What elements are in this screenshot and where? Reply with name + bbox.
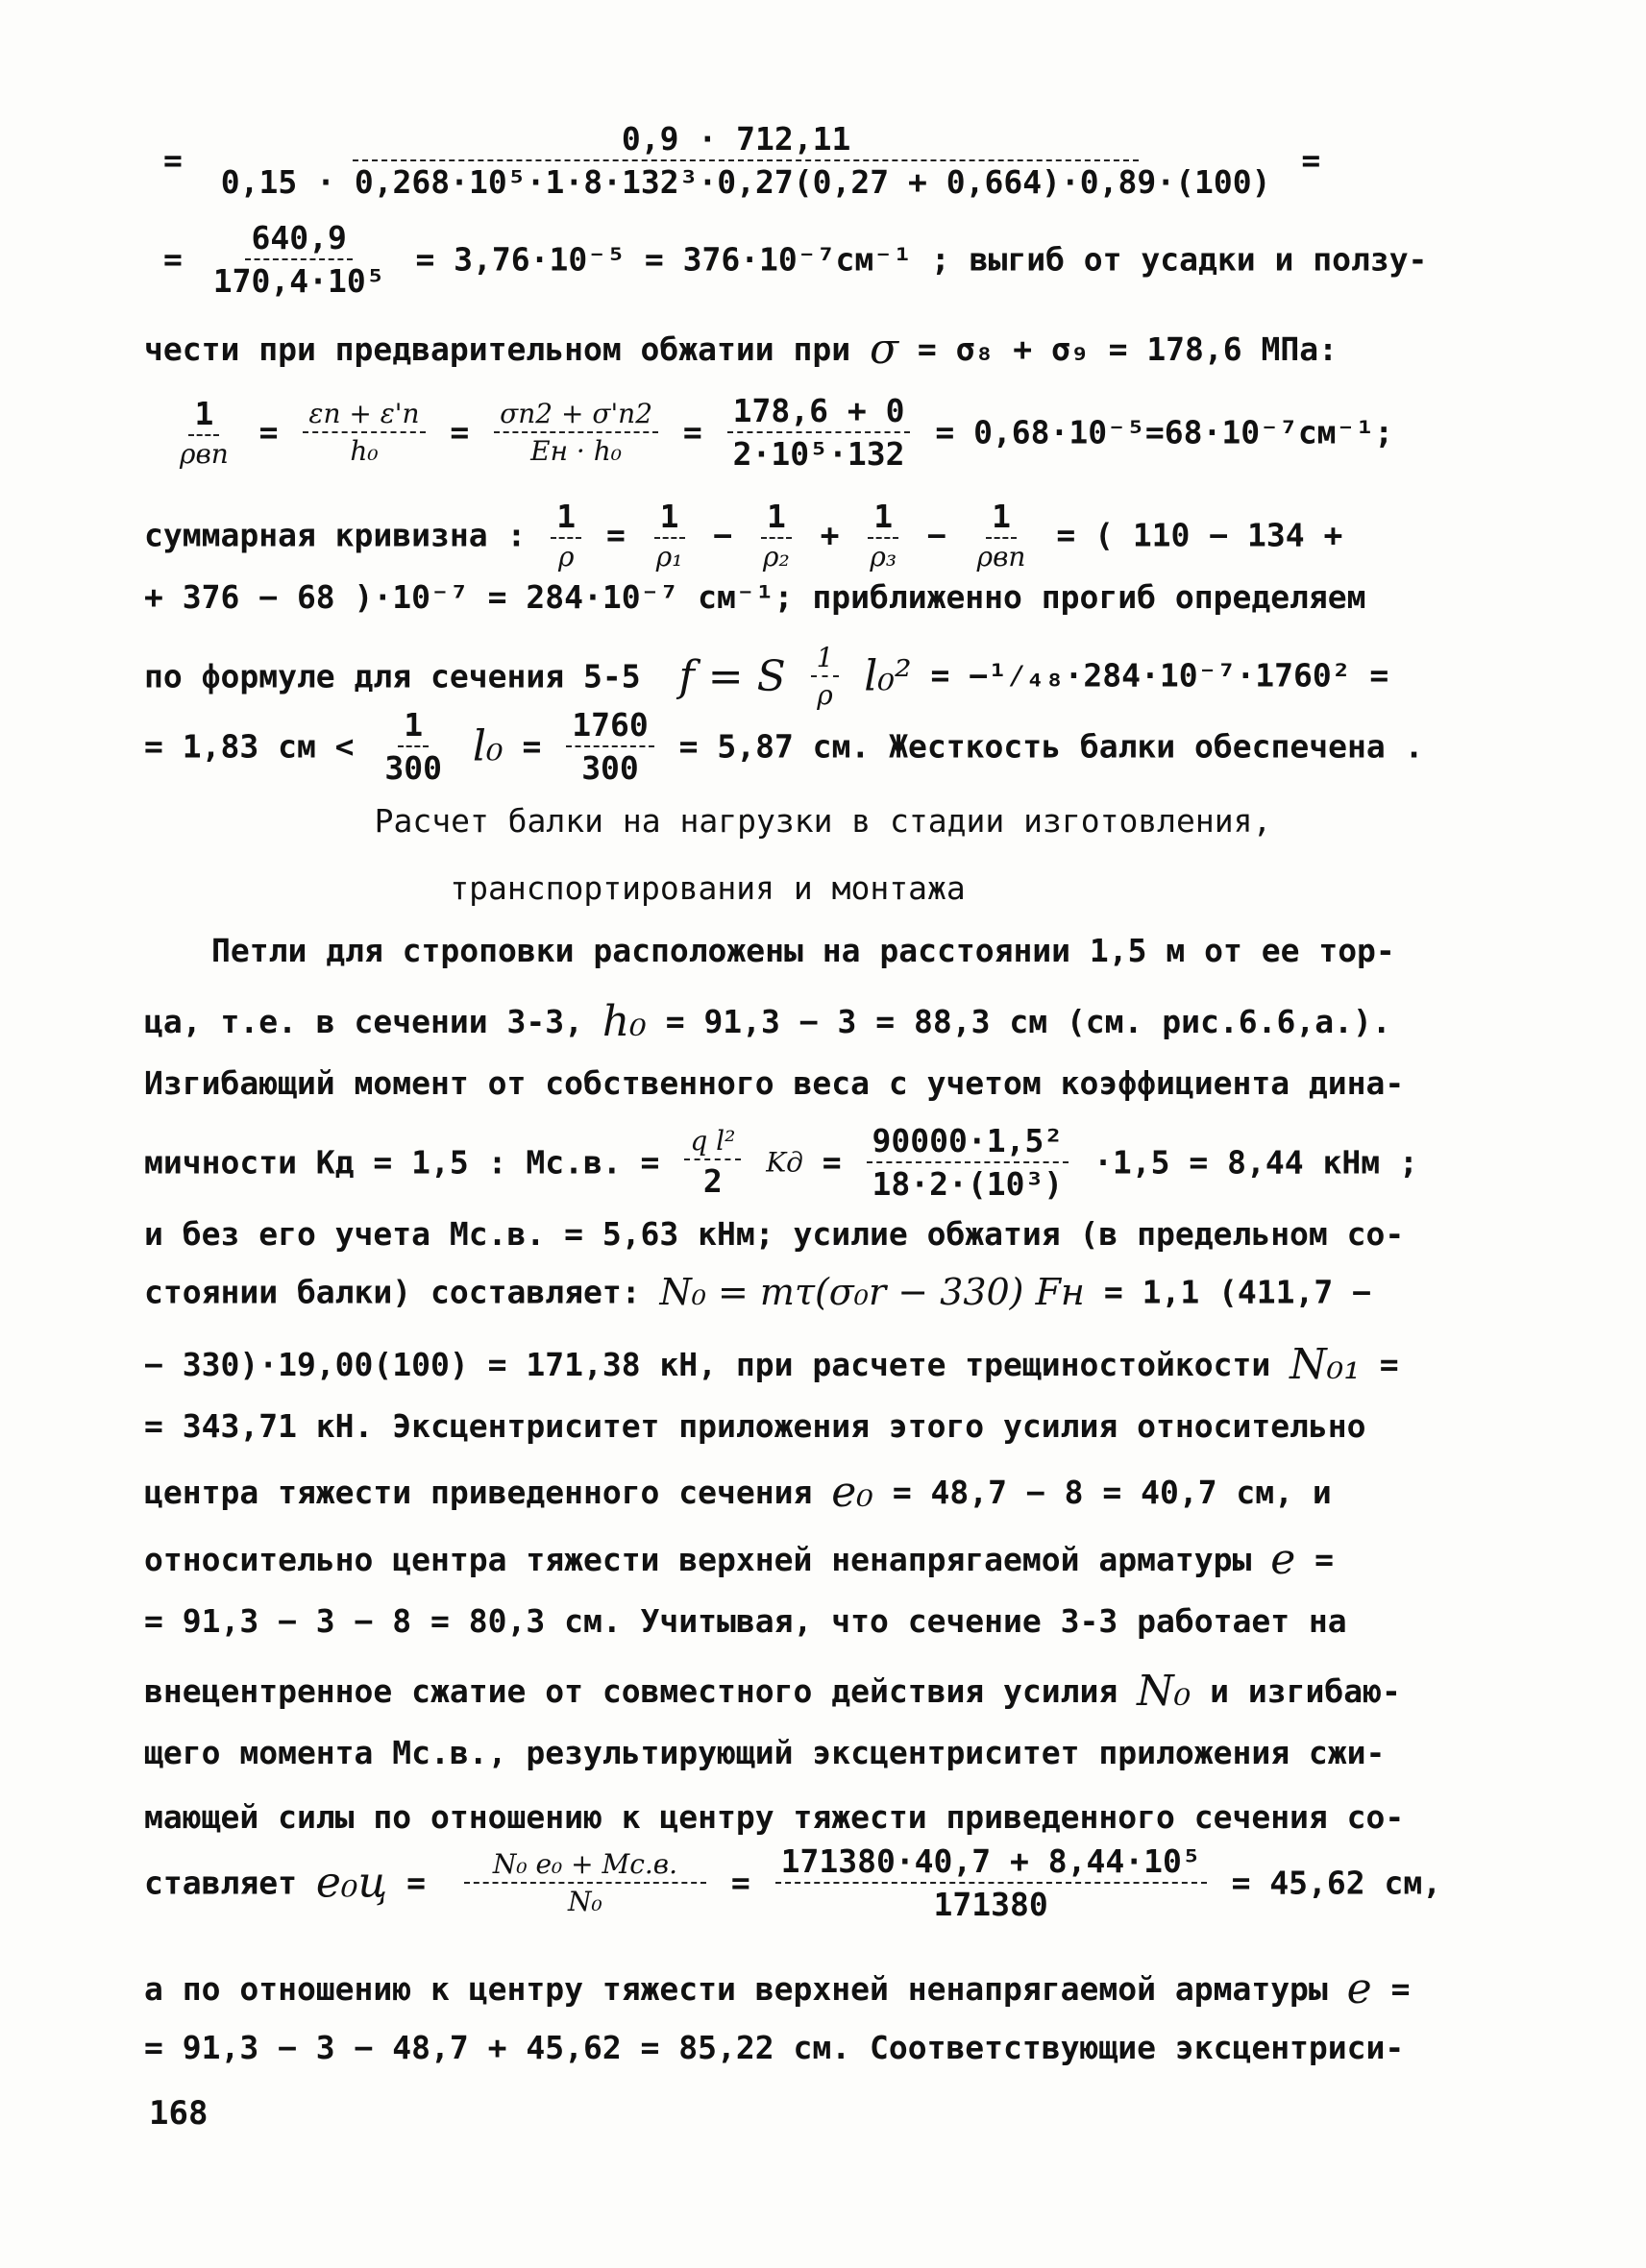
text-run: − 330)·19,00(100) = 171,38 кН, при расчете трещиностойкости <box>144 1346 1271 1383</box>
equals-sign: = <box>822 1143 842 1182</box>
fraction <box>971 498 1032 573</box>
denominator: ρвп <box>180 438 229 470</box>
handwritten-symbol: l₀² <box>864 651 912 701</box>
handwritten-symbol: e <box>1270 1535 1296 1584</box>
equals-sign: = <box>258 413 279 451</box>
text-run: ставляет <box>144 1864 297 1902</box>
text-run: а по отношению к центру тяжести верхней ненапрягаемой арматуры <box>144 1970 1328 2008</box>
text-run: ·1,5 = 8,44 кНм ; <box>1093 1143 1418 1182</box>
denominator: ρ <box>557 541 575 573</box>
text-run: + 376 − 68 )·10⁻⁷ = 284·10⁻⁷ см⁻¹; приближенно прогиб определяем <box>144 578 1366 616</box>
fraction <box>684 1125 741 1200</box>
text-run: = <box>1314 1541 1334 1578</box>
equals-sign: = <box>1301 141 1321 180</box>
equals-sign: = <box>682 413 702 451</box>
fraction <box>566 706 653 787</box>
formula-line-4 <box>168 392 1393 473</box>
numerator: 1760 <box>566 706 653 747</box>
text-run: = 1,83 см < <box>144 727 355 766</box>
denominator: ρ₃ <box>870 541 897 573</box>
fraction <box>867 1122 1069 1203</box>
fraction <box>494 398 658 467</box>
equals-sign: = <box>522 727 542 766</box>
formula-line-2 <box>163 219 1427 300</box>
text-run: центра тяжести приведенного сечения <box>144 1474 813 1511</box>
denominator: 300 <box>384 749 443 787</box>
denominator: N₀ <box>568 1886 602 1917</box>
formula-line-1 <box>163 120 1320 201</box>
fraction <box>208 219 391 300</box>
text-run: = 3,76·10⁻⁵ = 376·10⁻⁷см⁻¹ ; выгиб от усадки и ползу- <box>415 240 1428 279</box>
paragraph-line <box>144 1667 1401 1716</box>
paragraph-line: и без его учета Mс.в. = 5,63 кНм; усилие обжатия (в предельном со- <box>144 1215 1405 1253</box>
text-run: = σ₈ + σ₉ = 178,6 МПа: <box>917 330 1338 368</box>
text-run: внецентренное сжатие от совместного действия усилия <box>144 1672 1118 1710</box>
paragraph-line: = 91,3 − 3 − 8 = 80,3 см. Учитывая, что сечение 3-3 работает на <box>144 1602 1347 1640</box>
fraction <box>775 1842 1207 1923</box>
page-number: 168 <box>149 2094 209 2133</box>
denominator: ρ₁ <box>655 541 683 573</box>
fraction <box>864 498 902 573</box>
equals-sign: = <box>605 516 626 554</box>
handwritten-symbol: h₀ <box>602 997 647 1046</box>
paragraph-line: щего момента Mс.в., результирующий эксцентриситет приложения сжи- <box>144 1734 1386 1771</box>
numerator: 1 <box>188 395 219 436</box>
paragraph-line <box>144 1535 1334 1584</box>
formula-line-8 <box>144 706 1423 787</box>
handwritten-symbol: e <box>1346 1964 1372 2013</box>
text-run: мичности Kд = 1,5 : Mс.в. = <box>144 1143 660 1182</box>
paragraph-line: Петли для строповки расположены на расстоянии 1,5 м от ее тор- <box>211 932 1395 969</box>
numerator: 90000·1,5² <box>867 1122 1069 1163</box>
paragraph-line: мающей силы по отношению к центру тяжести приведенного сечения со- <box>144 1798 1405 1836</box>
text-run: = 5,87 см. Жесткость балки обеспечена . <box>678 727 1424 766</box>
fraction <box>551 498 581 573</box>
denominator: ρ <box>817 679 833 711</box>
handwritten-symbol: e₀ц <box>315 1858 388 1908</box>
numerator: 1 <box>398 706 429 747</box>
denominator: Eн · h₀ <box>530 435 622 467</box>
text-run: = −¹⁄₄₈·284·10⁻⁷·1760² = <box>930 656 1389 695</box>
fraction <box>464 1848 706 1917</box>
text-line-3 <box>144 325 1338 374</box>
numerator: 1 <box>986 498 1017 539</box>
numerator: 0,9 · 712,11 <box>353 120 1139 161</box>
formula-line-7 <box>144 642 1388 711</box>
denominator: 2·10⁵·132 <box>732 435 905 473</box>
text-run: чести при предварительном обжатии при <box>144 330 851 368</box>
text-run: = <box>1379 1346 1399 1383</box>
paragraph-line <box>144 1122 1418 1203</box>
paragraph-line: Изгибающий момент от собственного веса с учетом коэффициента дина- <box>144 1064 1405 1102</box>
text-run: = 91,3 − 3 = 88,3 см (см. рис.6.6,а.). <box>665 1003 1391 1040</box>
equals-sign: = <box>730 1864 750 1902</box>
text-run: = 45,62 см, <box>1231 1864 1442 1902</box>
denominator: 0,15 · 0,268·10⁵·1·8·132³·0,27(0,27 + 0,664)·0,89·(100) <box>220 163 1271 201</box>
fraction <box>174 395 234 470</box>
fraction <box>215 120 1277 201</box>
numerator: 1 <box>811 642 840 677</box>
handwritten-formula: f = S <box>678 651 786 701</box>
handwritten-symbol: N₀ <box>1137 1667 1192 1716</box>
text-line-6 <box>144 576 1366 616</box>
plus-sign: + <box>820 516 840 554</box>
numerator: 1 <box>551 498 581 539</box>
numerator: 171380·40,7 + 8,44·10⁵ <box>775 1842 1207 1884</box>
handwritten-symbol: N₀₁ <box>1290 1340 1361 1389</box>
denominator: ρвп <box>976 541 1026 573</box>
paragraph-line <box>144 1468 1332 1517</box>
paragraph-line: = 343,71 кН. Эксцентриситет приложения этого усилия относительно <box>144 1407 1366 1445</box>
fraction <box>757 498 796 573</box>
handwritten-symbol: σ <box>869 325 899 374</box>
handwritten-formula: N₀ = mτ(σ₀r − 330) Fн <box>659 1271 1085 1313</box>
text-run: = <box>1390 1970 1411 2008</box>
denominator: 171380 <box>933 1886 1048 1923</box>
text-run: = 48,7 − 8 = 40,7 см, и <box>892 1474 1332 1511</box>
handwritten-symbol: e₀ <box>831 1468 873 1517</box>
formula-line-5 <box>144 498 1342 573</box>
text-run: относительно центра тяжести верхней ненапрягаемой арматуры <box>144 1541 1252 1578</box>
fraction <box>811 642 840 711</box>
minus-sign: − <box>926 516 946 554</box>
denominator: 300 <box>581 749 639 787</box>
text-run: суммарная кривизна : <box>144 516 527 554</box>
denominator: h₀ <box>350 435 379 467</box>
numerator: 1 <box>761 498 792 539</box>
paragraph-line <box>144 1340 1399 1389</box>
text-run: по формуле для сечения 5-5 <box>144 657 641 695</box>
fraction <box>303 398 425 467</box>
minus-sign: − <box>713 516 733 554</box>
denominator: 2 <box>702 1162 723 1200</box>
fraction <box>727 392 911 473</box>
denominator: ρ₂ <box>763 541 790 573</box>
numerator: 640,9 <box>245 219 352 260</box>
section-heading-line-1: Расчет балки на нагрузки в стадии изготовления, <box>374 802 1272 840</box>
fraction <box>379 706 448 787</box>
handwritten-symbol: Kд <box>766 1146 803 1179</box>
section-heading-line-2: транспортирования и монтажа <box>450 869 966 907</box>
numerator: N₀ e₀ + Mс.в. <box>464 1848 706 1884</box>
numerator: εп + ε'п <box>303 398 425 433</box>
paragraph-line <box>144 1842 1441 1923</box>
numerator: 1 <box>654 498 685 539</box>
numerator: σп2 + σ'п2 <box>494 398 658 433</box>
paragraph-line <box>144 1271 1371 1313</box>
text-run: = 1,1 (411,7 − <box>1103 1273 1371 1311</box>
denominator: 170,4·10⁵ <box>212 262 385 300</box>
paragraph-line <box>144 997 1391 1046</box>
numerator: 1 <box>868 498 898 539</box>
equals-sign: = <box>163 240 183 279</box>
paragraph-line <box>144 1964 1410 2013</box>
numerator: q l² <box>684 1125 741 1160</box>
text-run: = 0,68·10⁻⁵=68·10⁻⁷см⁻¹; <box>935 413 1394 451</box>
text-run: стоянии балки) составляет: <box>144 1273 641 1311</box>
equals-sign: = <box>450 413 470 451</box>
paragraph-line: = 91,3 − 3 − 48,7 + 45,62 = 85,22 см. Соответствующие эксцентриси- <box>144 2029 1405 2066</box>
equals-sign: = <box>406 1864 426 1902</box>
handwritten-symbol: l₀ <box>472 721 504 771</box>
denominator: 18·2·(10³) <box>872 1165 1064 1203</box>
text-run: и изгибаю- <box>1210 1672 1401 1710</box>
fraction <box>651 498 689 573</box>
text-run: ца, т.е. в сечении 3-3, <box>144 1003 583 1040</box>
text-run: = ( 110 − 134 + <box>1056 516 1343 554</box>
equals-sign: = <box>163 141 183 180</box>
numerator: 178,6 + 0 <box>727 392 911 433</box>
